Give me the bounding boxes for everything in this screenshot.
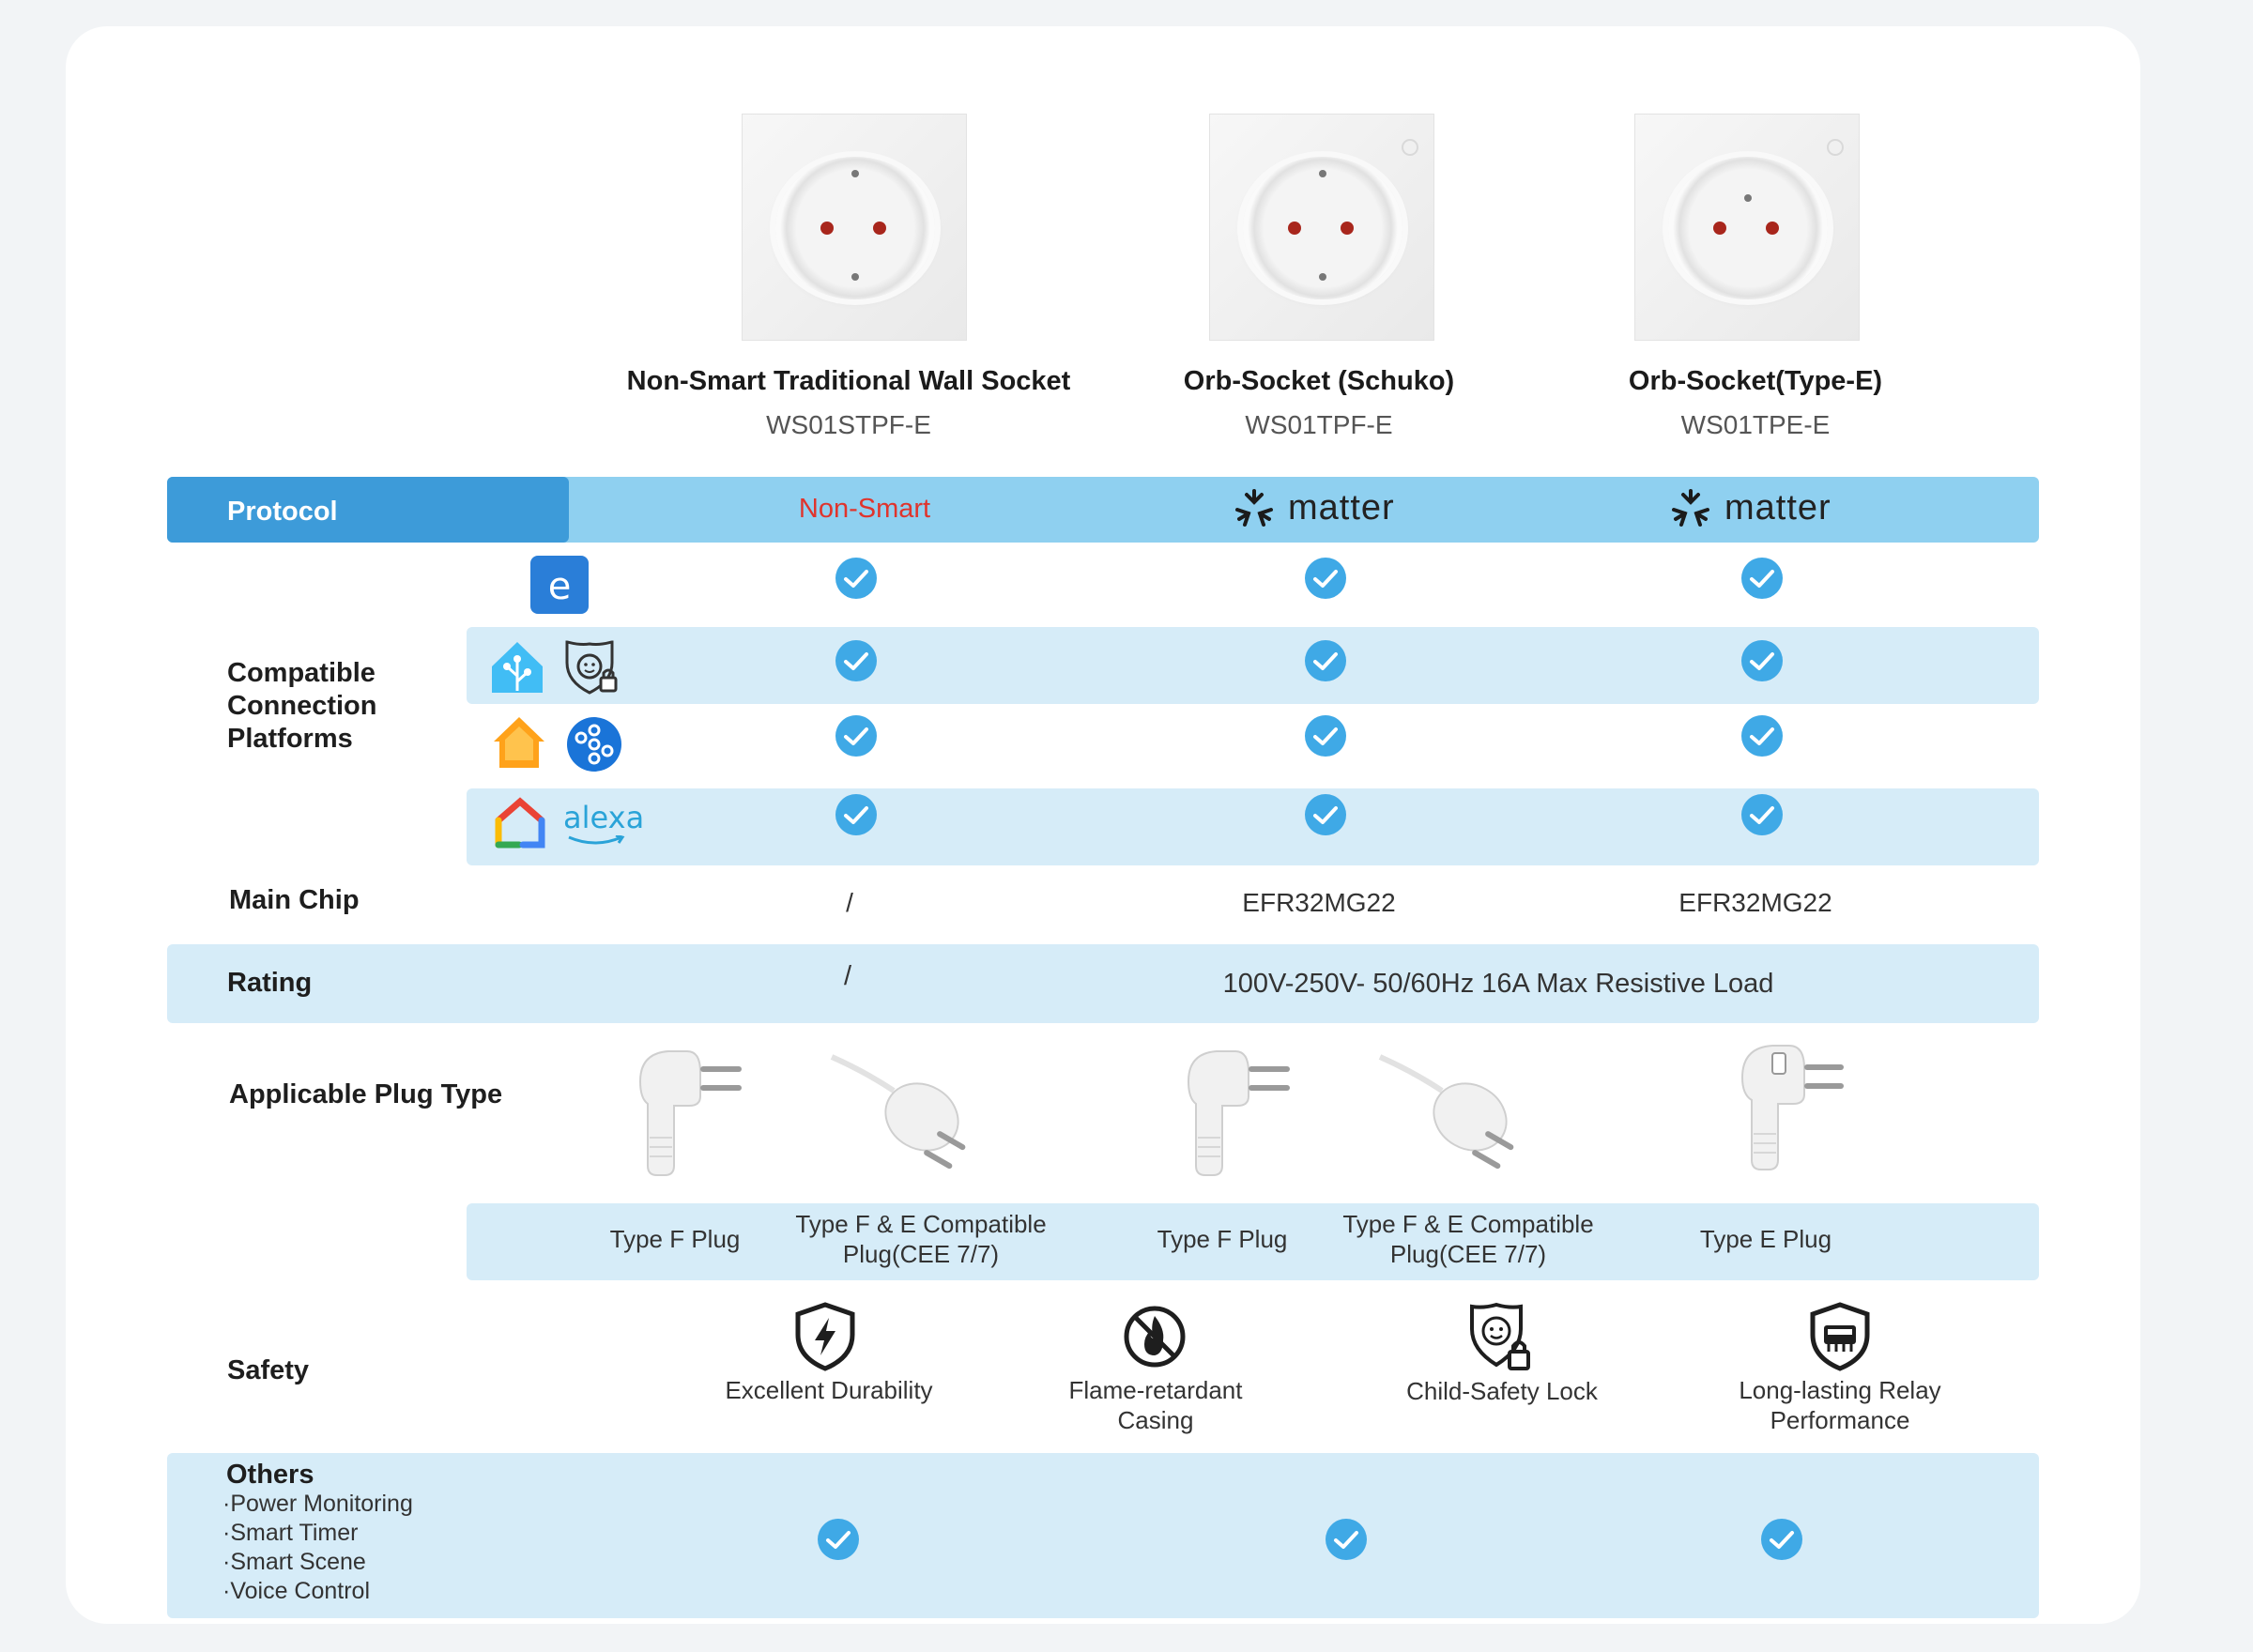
main-chip-value: EFR32MG22	[1242, 888, 1396, 917]
check-icon	[1740, 793, 1784, 836]
relay-shield-icon	[1807, 1301, 1873, 1372]
product-image-orb-schuko	[1209, 114, 1434, 341]
google-home-icon	[491, 794, 549, 852]
matter-icon	[1234, 487, 1275, 528]
safety-caption: Child-Safety Lock	[1406, 1377, 1598, 1405]
check-icon	[1740, 557, 1784, 600]
matter-icon	[1670, 487, 1711, 528]
rating-value: /	[843, 961, 852, 991]
lightning-shield-icon	[792, 1301, 858, 1372]
safety-caption: Long-lasting Relay Performance	[1739, 1376, 1941, 1434]
product-name: Orb-Socket(Type-E)	[1628, 366, 1883, 396]
product-image-non-smart	[742, 114, 967, 341]
product-name: Orb-Socket (Schuko)	[1183, 366, 1455, 396]
product-name: Non-Smart Traditional Wall Socket	[626, 366, 1071, 396]
product-image-orb-type-e	[1634, 114, 1860, 341]
homey-icon	[563, 638, 621, 696]
apple-home-icon	[490, 713, 548, 772]
rating-value: 100V-250V- 50/60Hz 16A Max Resistive Load	[1222, 969, 1774, 999]
check-icon	[835, 714, 878, 757]
cee77-plug-image	[1376, 1044, 1545, 1185]
ewelink-icon	[530, 556, 589, 614]
check-icon	[1325, 1518, 1368, 1561]
product-model: WS01TPF-E	[1245, 410, 1393, 439]
plug-caption: Type E Plug	[1699, 1225, 1832, 1253]
safety-caption: Flame-retardant Casing	[1068, 1376, 1243, 1434]
main-chip-label: Main Chip	[229, 885, 360, 915]
smartthings-icon	[565, 715, 623, 773]
check-icon	[1304, 557, 1347, 600]
check-icon	[835, 639, 878, 682]
platform-band	[467, 788, 2039, 865]
type-f-plug-image	[1179, 1044, 1310, 1185]
protocol-label: Protocol	[227, 497, 338, 527]
child-lock-icon	[1466, 1301, 1532, 1372]
type-e-plug-image	[1735, 1040, 1866, 1181]
safety-caption: Excellent Durability	[725, 1376, 933, 1404]
product-model: WS01STPF-E	[766, 410, 931, 439]
check-icon	[1304, 793, 1347, 836]
main-chip-value: /	[846, 888, 853, 917]
check-icon	[1304, 639, 1347, 682]
alexa-icon: alexa	[563, 800, 631, 849]
platform-band	[467, 627, 2039, 704]
others-item: ·Voice Control	[222, 1578, 371, 1604]
check-icon	[1740, 714, 1784, 757]
product-model: WS01TPE-E	[1680, 410, 1831, 439]
others-item: ·Smart Scene	[222, 1549, 366, 1575]
main-chip-value: EFR32MG22	[1678, 888, 1832, 917]
rating-label: Rating	[227, 968, 313, 998]
check-icon	[1304, 714, 1347, 757]
others-item: ·Power Monitoring	[222, 1491, 413, 1517]
plug-caption: Type F & E Compatible Plug(CEE 7/7)	[1342, 1210, 1594, 1268]
home-assistant-icon	[488, 638, 546, 696]
matter-text: matter	[1288, 487, 1395, 528]
flame-retardant-icon	[1122, 1301, 1188, 1372]
plug-type-label: Applicable Plug Type	[229, 1079, 503, 1109]
others-band	[167, 1453, 2039, 1618]
check-icon	[817, 1518, 860, 1561]
check-icon	[835, 557, 878, 600]
protocol-matter	[1670, 487, 1832, 528]
type-f-plug-image	[631, 1044, 762, 1185]
plug-caption: Type F Plug	[609, 1225, 741, 1253]
cee77-plug-image	[828, 1044, 997, 1185]
check-icon	[1740, 639, 1784, 682]
others-list	[222, 1490, 413, 1606]
others-item: ·Smart Timer	[222, 1520, 359, 1546]
protocol-non-smart: Non-Smart	[798, 494, 931, 524]
check-icon	[835, 793, 878, 836]
plug-caption: Type F Plug	[1157, 1225, 1288, 1253]
compatible-label: Compatible Connection Platforms	[227, 658, 377, 754]
protocol-matter	[1234, 487, 1395, 528]
plug-caption: Type F & E Compatible Plug(CEE 7/7)	[795, 1210, 1047, 1268]
safety-label: Safety	[227, 1355, 310, 1385]
svg-text:e: e	[547, 565, 572, 608]
matter-text: matter	[1724, 487, 1832, 528]
others-label: Others	[226, 1460, 314, 1490]
check-icon	[1760, 1518, 1803, 1561]
